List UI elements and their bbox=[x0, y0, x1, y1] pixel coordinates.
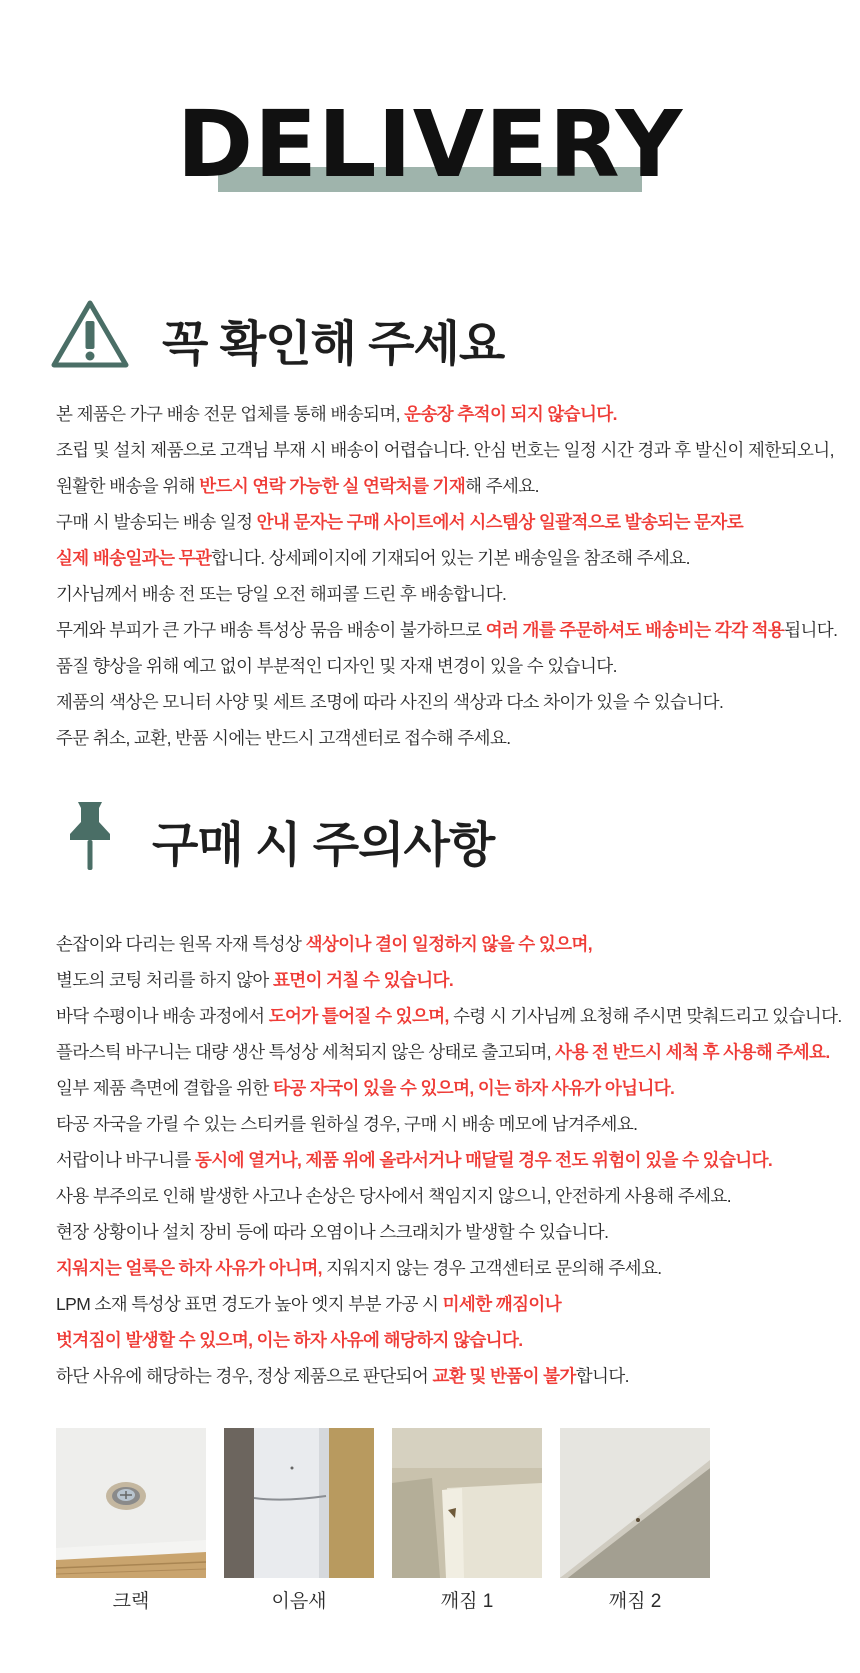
body-text: 지워지지 않는 경우 고객센터로 문의해 주세요. bbox=[321, 1258, 662, 1278]
highlighted-text: 동시에 열거나, 제품 위에 올라서거나 매달릴 경우 전도 위험이 있을 수 있습니다. bbox=[194, 1150, 773, 1170]
notice-line bbox=[56, 1178, 846, 1214]
body-text: 별도의 코팅 처리를 하지 않아 bbox=[56, 970, 273, 990]
body-text: 수령 시 기사님께 요청해 주시면 맞춰드리고 있습니다. bbox=[448, 1006, 842, 1026]
body-text: 품질 향상을 위해 예고 없이 부분적인 디자인 및 자재 변경이 있을 수 있습니다. bbox=[56, 656, 617, 676]
highlighted-text: 반드시 연락 가능한 실 연락처를 기재 bbox=[199, 476, 466, 496]
photo-caption-crack: 크랙 bbox=[112, 1591, 150, 1612]
body-text: 무게와 부피가 큰 가구 배송 특성상 묶음 배송이 불가하므로 bbox=[56, 620, 486, 640]
highlighted-text: 사용 전 반드시 세척 후 사용해 주세요. bbox=[555, 1042, 830, 1062]
highlighted-text: 실제 배송일과는 무관 bbox=[56, 548, 212, 568]
body-text: 구매 시 발송되는 배송 일정 bbox=[56, 512, 257, 532]
notice-line bbox=[56, 1070, 846, 1106]
body-text: 바닥 수평이나 배송 과정에서 bbox=[56, 1006, 269, 1026]
notice-title: 꼭 확인해 주세요 bbox=[162, 318, 505, 371]
notice-line bbox=[56, 648, 846, 684]
highlighted-text: 도어가 틀어질 수 있으며, bbox=[268, 1006, 449, 1026]
body-text: 합니다. bbox=[575, 1366, 629, 1386]
notice-line bbox=[56, 926, 846, 962]
highlighted-text: 표면이 거칠 수 있습니다. bbox=[272, 970, 454, 990]
notice-line bbox=[56, 998, 846, 1034]
notice-line bbox=[56, 540, 846, 576]
notice-line bbox=[56, 432, 846, 468]
highlighted-text: 운송장 추적이 되지 않습니다. bbox=[404, 404, 617, 424]
notice-line bbox=[56, 720, 846, 756]
body-text: 해 주세요. bbox=[465, 476, 539, 496]
notice-line bbox=[56, 1142, 846, 1178]
notice-line bbox=[56, 1214, 846, 1250]
warning-icon bbox=[50, 299, 130, 369]
highlighted-text: 여러 개를 주문하셔도 배송비는 각각 적용 bbox=[485, 620, 785, 640]
body-text: 타공 자국을 가릴 수 있는 스티커를 원하실 경우, 구매 시 배송 메모에 남겨주세요. bbox=[56, 1114, 638, 1134]
caution-title: 구매 시 주의사항 bbox=[152, 819, 495, 872]
notice-line bbox=[56, 1034, 846, 1070]
body-text: 됩니다. bbox=[784, 620, 838, 640]
body-text: 현장 상황이나 설치 장비 등에 따라 오염이나 스크래치가 발생할 수 있습니다. bbox=[56, 1222, 609, 1242]
photo-chip-2 bbox=[560, 1428, 710, 1578]
body-text: 조립 및 설치 제품으로 고객님 부재 시 배송이 어렵습니다. 안심 번호는 일정 시간 경과 후 발신이 제한되오니, bbox=[56, 440, 834, 460]
notice-line bbox=[56, 962, 846, 998]
body-text: 주문 취소, 교환, 반품 시에는 반드시 고객센터로 접수해 주세요. bbox=[56, 728, 511, 748]
body-text: 합니다. 상세페이지에 기재되어 있는 기본 배송일을 참조해 주세요. bbox=[211, 548, 690, 568]
page-header bbox=[0, 91, 860, 198]
body-text: 원활한 배송을 위해 bbox=[56, 476, 200, 496]
notice-line bbox=[56, 684, 846, 720]
body-text: 본 제품은 가구 배송 전문 업체를 통해 배송되며, bbox=[56, 404, 405, 424]
photo-caption-chip-1: 깨짐 1 bbox=[440, 1591, 494, 1612]
body-text: 기사님께서 배송 전 또는 당일 오전 해피콜 드린 후 배송합니다. bbox=[56, 584, 507, 604]
body-text: 플라스틱 바구니는 대량 생산 특성상 세척되지 않은 상태로 출고되며, bbox=[56, 1042, 556, 1062]
highlighted-text: 지워지는 얼룩은 하자 사유가 아니며, bbox=[56, 1258, 322, 1278]
notice-list bbox=[56, 396, 846, 756]
notice-line bbox=[56, 576, 846, 612]
highlighted-text: 교환 및 반품이 불가 bbox=[432, 1366, 576, 1386]
highlighted-text: 미세한 깨짐이나 bbox=[442, 1294, 562, 1314]
highlighted-text: 안내 문자는 구매 사이트에서 시스템상 일괄적으로 발송되는 문자로 bbox=[256, 512, 744, 532]
notice-section-header bbox=[0, 295, 860, 385]
body-text: 하단 사유에 해당하는 경우, 정상 제품으로 판단되어 bbox=[56, 1366, 433, 1386]
notice-line bbox=[56, 1358, 846, 1394]
defect-photo-gallery bbox=[56, 1428, 756, 1628]
notice-line bbox=[56, 1322, 846, 1358]
body-text: 서랍이나 바구니를 bbox=[56, 1150, 195, 1170]
photo-seam bbox=[224, 1428, 374, 1578]
highlighted-text: 타공 자국이 있을 수 있으며, 이는 하자 사유가 아닙니다. bbox=[272, 1078, 675, 1098]
notice-line bbox=[56, 468, 846, 504]
highlighted-text: 벗겨짐이 발생할 수 있으며, 이는 하자 사유에 해당하지 않습니다. bbox=[56, 1330, 523, 1350]
notice-line bbox=[56, 396, 846, 432]
body-text: 사용 부주의로 인해 발생한 사고나 손상은 당사에서 책임지지 않으니, 안전하게 사용해 주세요. bbox=[56, 1186, 731, 1206]
body-text: 손잡이와 다리는 원목 자재 특성상 bbox=[56, 934, 306, 954]
photo-chip-1 bbox=[392, 1428, 542, 1578]
notice-line bbox=[56, 504, 846, 540]
photo-caption-chip-2: 깨짐 2 bbox=[608, 1591, 662, 1612]
notice-line bbox=[56, 1286, 846, 1322]
caution-section-header bbox=[0, 800, 860, 890]
pushpin-icon bbox=[66, 800, 114, 872]
notice-line bbox=[56, 1250, 846, 1286]
photo-crack bbox=[56, 1428, 206, 1578]
body-text: LPM 소재 특성상 표면 경도가 높아 엣지 부분 가공 시 bbox=[56, 1294, 443, 1314]
body-text: 제품의 색상은 모니터 사양 및 세트 조명에 따라 사진의 색상과 다소 차이가 있을 수 있습니다. bbox=[56, 692, 724, 712]
page-title: DELIVERY bbox=[176, 91, 684, 198]
highlighted-text: 색상이나 결이 일정하지 않을 수 있으며, bbox=[305, 934, 593, 954]
photo-caption-seam: 이음새 bbox=[271, 1591, 327, 1612]
body-text: 일부 제품 측면에 결합을 위한 bbox=[56, 1078, 273, 1098]
caution-list bbox=[56, 926, 846, 1394]
notice-line bbox=[56, 612, 846, 648]
notice-line bbox=[56, 1106, 846, 1142]
